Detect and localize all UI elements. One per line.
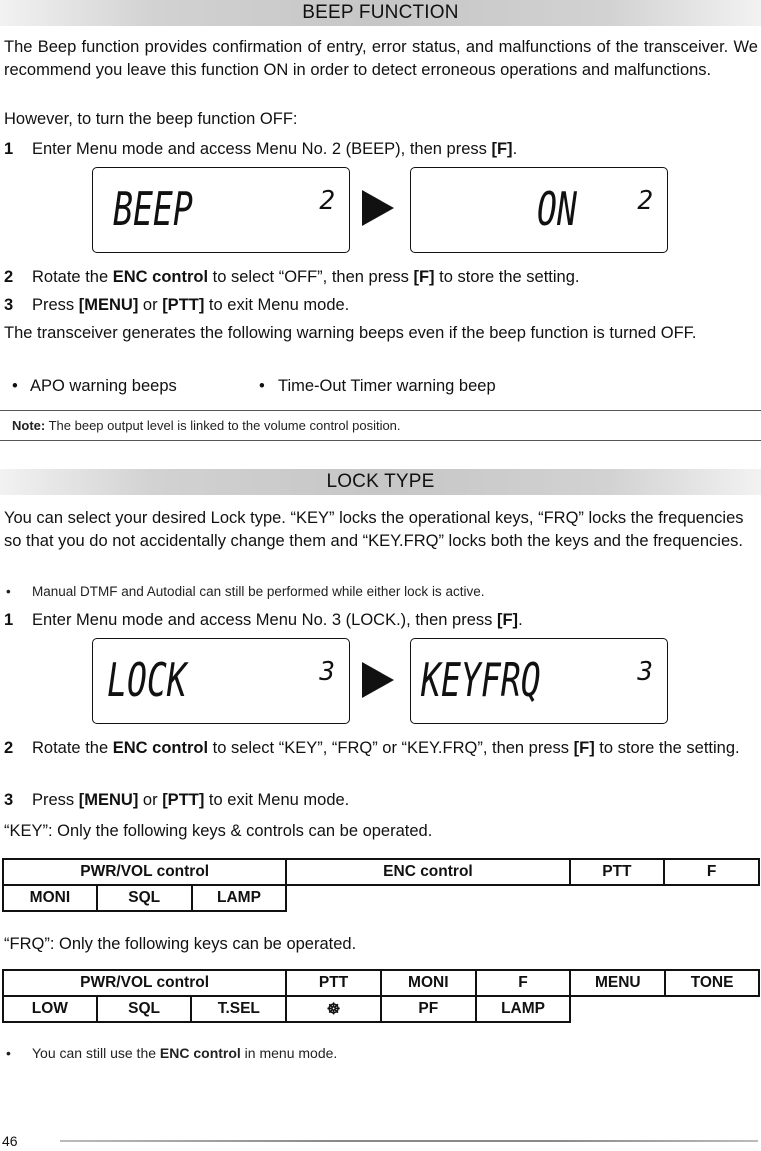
lcd-text: LOCK <box>107 653 187 707</box>
bullet-text: You can still use the ENC control in menu mode. <box>32 1045 338 1061</box>
table-row <box>3 970 759 996</box>
step-text: Enter Menu mode and access Menu No. 2 (BEEP), then press [F]. <box>32 140 518 158</box>
table-cell: ☸ <box>286 996 381 1022</box>
lcd-text: BEEP <box>113 182 193 236</box>
lcd-channel: 2 <box>319 186 335 216</box>
table-row <box>3 996 759 1022</box>
lcd-display-beep <box>92 167 350 253</box>
step-number: 1 <box>4 140 14 158</box>
lock-heading: LOCK TYPE <box>0 469 761 495</box>
lcd-channel: 2 <box>637 186 653 216</box>
key-lock-table <box>2 858 760 912</box>
step-text: Press [MENU] or [PTT] to exit Menu mode. <box>32 791 350 809</box>
lcd-channel: 3 <box>319 657 335 687</box>
beep-warning: The transceiver generates the following warning beeps even if the beep function is turned OFF. <box>4 324 697 342</box>
step-number: 1 <box>4 611 14 629</box>
beep-however: However, to turn the beep function OFF: <box>4 110 298 128</box>
table-cell: ENC control <box>286 859 569 885</box>
bullet-text: Manual DTMF and Autodial can still be performed while either lock is active. <box>32 584 485 599</box>
lcd-display-lock <box>92 638 350 724</box>
table-row <box>3 885 759 911</box>
table-row <box>3 859 759 885</box>
lcd-display-on <box>410 167 668 253</box>
bullet-icon: • <box>12 377 18 395</box>
table-cell: PWR/VOL control <box>3 859 286 885</box>
table-cell: MONI <box>381 970 476 996</box>
frq-lock-table <box>2 969 760 1023</box>
beep-note <box>0 410 761 441</box>
frq-caption: “FRQ”: Only the following keys can be operated. <box>4 935 357 953</box>
step-number: 3 <box>4 791 14 809</box>
footer-rule <box>60 1140 758 1142</box>
arrow-right-icon <box>362 190 394 226</box>
beep-intro: The Beep function provides confirmation of entry, error status, and malfunctions of the transceiver. We recommend you leave this function ON in order to detect erroneous operations and malfunctions. <box>4 38 758 79</box>
bullet-tot: Time-Out Timer warning beep <box>278 377 496 395</box>
table-cell: PF <box>381 996 476 1022</box>
table-cell: LAMP <box>476 996 571 1022</box>
arrow-right-icon <box>362 662 394 698</box>
table-cell: PTT <box>286 970 381 996</box>
lcd-display-keyfrq <box>410 638 668 724</box>
table-cell: LOW <box>3 996 97 1022</box>
bullet-apo: APO warning beeps <box>30 377 177 395</box>
bullet-icon: • <box>6 584 11 599</box>
key-caption: “KEY”: Only the following keys & controls can be operated. <box>4 822 433 840</box>
step-number: 2 <box>4 268 14 286</box>
beep-heading: BEEP FUNCTION <box>0 0 761 26</box>
bullet-icon: • <box>6 1045 11 1061</box>
step-number: 2 <box>4 739 14 757</box>
step-number: 3 <box>4 296 14 314</box>
step-text: Enter Menu mode and access Menu No. 3 (LOCK.), then press [F]. <box>32 611 523 629</box>
page-number: 46 <box>2 1133 18 1149</box>
table-cell: PTT <box>570 859 665 885</box>
step-text: Press [MENU] or [PTT] to exit Menu mode. <box>32 296 350 314</box>
table-cell: MONI <box>3 885 97 911</box>
table-cell: LAMP <box>192 885 287 911</box>
table-cell: F <box>664 859 759 885</box>
table-cell: SQL <box>97 996 192 1022</box>
table-cell: MENU <box>570 970 665 996</box>
table-cell: F <box>476 970 571 996</box>
note-label: Note: <box>12 418 46 433</box>
note-text: The beep output level is linked to the volume control position. <box>45 418 401 433</box>
table-cell: PWR/VOL control <box>3 970 286 996</box>
bullet-icon: • <box>259 377 265 395</box>
step-text: Rotate the ENC control to select “KEY”, “FRQ” or “KEY.FRQ”, then press [F] to store the setting. <box>32 739 740 757</box>
lcd-text: ON <box>537 182 577 236</box>
table-cell: TONE <box>665 970 759 996</box>
table-cell: SQL <box>97 885 192 911</box>
lcd-text: KEYFRQ <box>421 653 541 707</box>
lcd-channel: 3 <box>637 657 653 687</box>
step-text: Rotate the ENC control to select “OFF”, then press [F] to store the setting. <box>32 268 580 286</box>
lock-intro: You can select your desired Lock type. “KEY” locks the operational keys, “FRQ” locks the frequencies so that you do not accidentally change them and “KEY.FRQ” locks both the keys and the frequencies. <box>4 509 744 550</box>
table-cell: T.SEL <box>191 996 286 1022</box>
